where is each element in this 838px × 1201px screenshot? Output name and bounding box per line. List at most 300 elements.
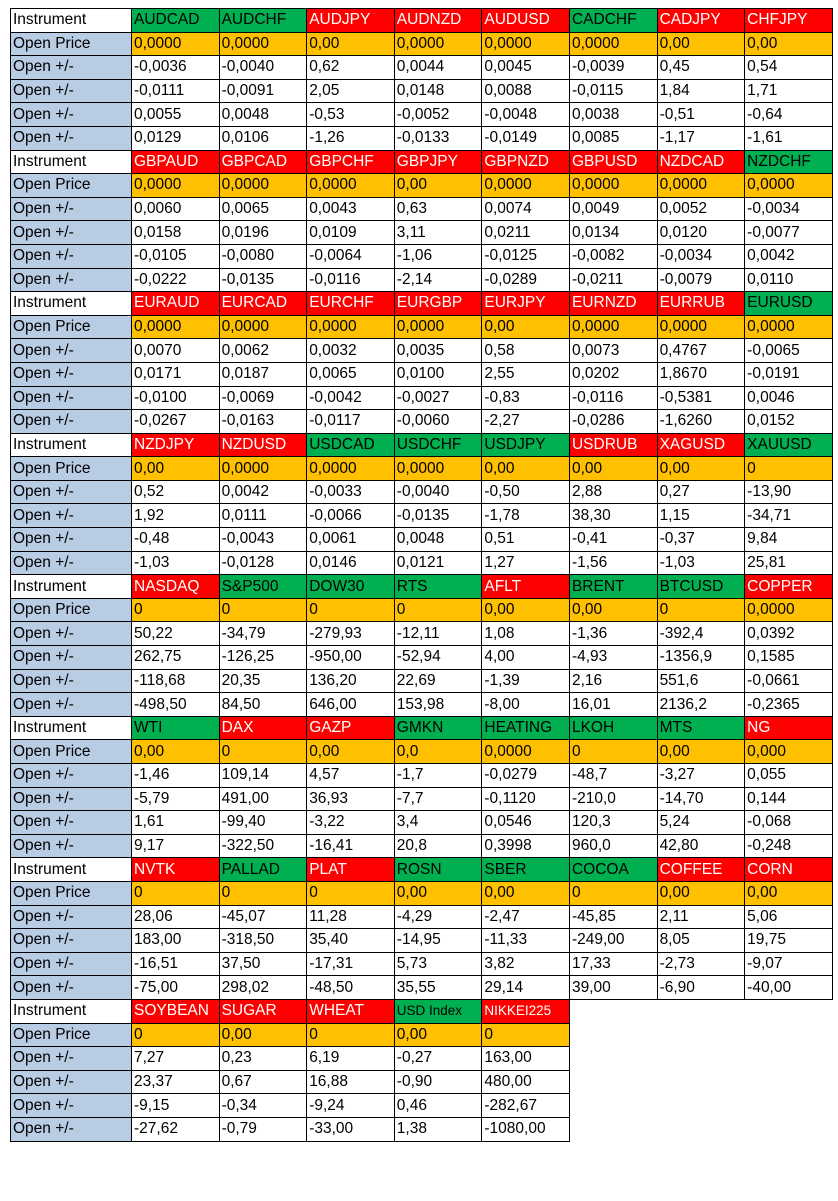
open-delta-cell[interactable]: 0,0032 [307, 339, 395, 363]
instrument-name-cell[interactable]: GBPUSD [569, 150, 657, 174]
open-delta-cell[interactable]: 35,40 [307, 929, 395, 953]
open-price-cell[interactable]: 0,0000 [482, 740, 570, 764]
instrument-name-cell[interactable]: S&P500 [219, 575, 307, 599]
open-price-cell[interactable]: 0,00 [394, 1023, 482, 1047]
open-price-cell[interactable]: 0,0000 [745, 315, 833, 339]
open-delta-cell[interactable]: -0,0042 [307, 386, 395, 410]
open-delta-cell[interactable]: 551,6 [657, 669, 745, 693]
open-delta-cell[interactable]: 11,28 [307, 905, 395, 929]
open-delta-cell[interactable]: 0,0187 [219, 362, 307, 386]
open-delta-cell[interactable]: 0,3998 [482, 834, 570, 858]
open-price-cell[interactable]: 0,0000 [219, 32, 307, 56]
open-delta-cell[interactable]: 0,0043 [307, 197, 395, 221]
open-delta-cell[interactable]: -249,00 [569, 929, 657, 953]
open-price-cell[interactable]: 0 [745, 457, 833, 481]
open-delta-cell[interactable]: -0,0267 [132, 410, 220, 434]
instrument-name-cell[interactable]: USDRUB [569, 433, 657, 457]
open-delta-cell[interactable]: -318,50 [219, 929, 307, 953]
open-delta-cell[interactable]: 0,0152 [745, 410, 833, 434]
open-delta-cell[interactable]: -99,40 [219, 811, 307, 835]
instrument-name-cell[interactable]: NG [745, 716, 833, 740]
open-delta-cell[interactable]: 16,88 [307, 1070, 395, 1094]
open-delta-cell[interactable]: 0,0048 [394, 528, 482, 552]
open-delta-cell[interactable]: -1,78 [482, 504, 570, 528]
instrument-name-cell[interactable]: GBPCHF [307, 150, 395, 174]
open-delta-cell[interactable]: -0,0079 [657, 268, 745, 292]
open-delta-cell[interactable]: -34,79 [219, 622, 307, 646]
instrument-name-cell[interactable]: XAUUSD [745, 433, 833, 457]
open-delta-cell[interactable]: -7,7 [394, 787, 482, 811]
open-delta-cell[interactable]: -498,50 [132, 693, 220, 717]
open-delta-cell[interactable]: 50,22 [132, 622, 220, 646]
open-delta-cell[interactable]: -5,79 [132, 787, 220, 811]
instrument-name-cell[interactable]: NZDCHF [745, 150, 833, 174]
open-delta-cell[interactable]: -0,37 [657, 528, 745, 552]
open-delta-cell[interactable]: -1,56 [569, 551, 657, 575]
open-price-cell[interactable]: 0,0000 [132, 32, 220, 56]
open-delta-cell[interactable]: -0,34 [219, 1094, 307, 1118]
open-delta-cell[interactable]: 23,37 [132, 1070, 220, 1094]
open-price-cell[interactable]: 0 [307, 598, 395, 622]
instrument-name-cell[interactable]: NZDCAD [657, 150, 745, 174]
open-delta-cell[interactable]: 0,0146 [307, 551, 395, 575]
instrument-name-cell[interactable]: BRENT [569, 575, 657, 599]
open-delta-cell[interactable]: 0,0202 [569, 362, 657, 386]
open-delta-cell[interactable]: -0,0040 [219, 56, 307, 80]
open-delta-cell[interactable]: -1,6260 [657, 410, 745, 434]
open-price-cell[interactable]: 0 [482, 1023, 570, 1047]
open-delta-cell[interactable]: 0,0392 [745, 622, 833, 646]
instrument-name-cell[interactable]: SBER [482, 858, 570, 882]
open-delta-cell[interactable]: 0,0106 [219, 126, 307, 150]
open-price-cell[interactable]: 0 [132, 1023, 220, 1047]
open-delta-cell[interactable]: -0,0033 [307, 480, 395, 504]
open-delta-cell[interactable]: 5,24 [657, 811, 745, 835]
instrument-name-cell[interactable]: USDCHF [394, 433, 482, 457]
open-delta-cell[interactable]: 29,14 [482, 976, 570, 1000]
open-price-cell[interactable]: 0,00 [745, 32, 833, 56]
open-delta-cell[interactable]: -0,248 [745, 834, 833, 858]
open-price-cell[interactable]: 0 [307, 1023, 395, 1047]
open-price-cell[interactable]: 0,0000 [569, 174, 657, 198]
open-delta-cell[interactable]: 5,73 [394, 952, 482, 976]
open-delta-cell[interactable]: -0,0105 [132, 244, 220, 268]
open-delta-cell[interactable]: -0,0064 [307, 244, 395, 268]
open-delta-cell[interactable]: 0,23 [219, 1047, 307, 1071]
open-price-cell[interactable]: 0,0000 [307, 174, 395, 198]
open-price-cell[interactable]: 0,0000 [745, 598, 833, 622]
open-price-cell[interactable]: 0,00 [394, 881, 482, 905]
open-delta-cell[interactable]: -33,00 [307, 1117, 395, 1141]
open-delta-cell[interactable]: -0,0125 [482, 244, 570, 268]
open-delta-cell[interactable]: 0,0060 [132, 197, 220, 221]
open-delta-cell[interactable]: -13,90 [745, 480, 833, 504]
open-delta-cell[interactable]: -0,0080 [219, 244, 307, 268]
open-delta-cell[interactable]: 0,0211 [482, 221, 570, 245]
open-delta-cell[interactable]: 37,50 [219, 952, 307, 976]
instrument-name-cell[interactable]: EURGBP [394, 292, 482, 316]
open-delta-cell[interactable]: 17,33 [569, 952, 657, 976]
open-delta-cell[interactable]: -0,0163 [219, 410, 307, 434]
instrument-name-cell[interactable]: EURNZD [569, 292, 657, 316]
open-delta-cell[interactable]: 20,35 [219, 669, 307, 693]
open-price-cell[interactable]: 0,0000 [132, 315, 220, 339]
open-delta-cell[interactable]: -0,0066 [307, 504, 395, 528]
open-delta-cell[interactable]: -16,51 [132, 952, 220, 976]
open-delta-cell[interactable]: 0,0085 [569, 126, 657, 150]
open-delta-cell[interactable]: -392,4 [657, 622, 745, 646]
open-delta-cell[interactable]: 0,0158 [132, 221, 220, 245]
open-delta-cell[interactable]: 0,0148 [394, 79, 482, 103]
open-delta-cell[interactable]: -40,00 [745, 976, 833, 1000]
open-delta-cell[interactable]: -0,0091 [219, 79, 307, 103]
open-price-cell[interactable]: 0,00 [219, 1023, 307, 1047]
open-delta-cell[interactable]: 960,0 [569, 834, 657, 858]
instrument-name-cell[interactable]: EURRUB [657, 292, 745, 316]
open-delta-cell[interactable]: 0,144 [745, 787, 833, 811]
open-delta-cell[interactable]: -2,27 [482, 410, 570, 434]
open-delta-cell[interactable]: 25,81 [745, 551, 833, 575]
open-delta-cell[interactable]: -1,46 [132, 764, 220, 788]
instrument-name-cell[interactable]: AUDUSD [482, 9, 570, 33]
open-price-cell[interactable]: 0,00 [482, 315, 570, 339]
open-delta-cell[interactable]: -0,27 [394, 1047, 482, 1071]
instrument-name-cell[interactable]: PALLAD [219, 858, 307, 882]
open-delta-cell[interactable]: 9,84 [745, 528, 833, 552]
open-delta-cell[interactable]: 0,52 [132, 480, 220, 504]
open-delta-cell[interactable]: -8,00 [482, 693, 570, 717]
open-delta-cell[interactable]: -4,29 [394, 905, 482, 929]
open-delta-cell[interactable]: 0,1585 [745, 646, 833, 670]
instrument-name-cell[interactable]: COCOA [569, 858, 657, 882]
open-delta-cell[interactable]: 0,0109 [307, 221, 395, 245]
open-delta-cell[interactable]: -0,0128 [219, 551, 307, 575]
open-delta-cell[interactable]: 0,0046 [745, 386, 833, 410]
open-price-cell[interactable]: 0,0000 [219, 457, 307, 481]
open-price-cell[interactable]: 0 [307, 881, 395, 905]
open-delta-cell[interactable]: 0,0171 [132, 362, 220, 386]
instrument-name-cell[interactable]: EURAUD [132, 292, 220, 316]
open-price-cell[interactable]: 0,00 [657, 32, 745, 56]
open-delta-cell[interactable]: -0,0661 [745, 669, 833, 693]
open-delta-cell[interactable]: 3,82 [482, 952, 570, 976]
open-price-cell[interactable]: 0 [569, 740, 657, 764]
open-delta-cell[interactable]: -210,0 [569, 787, 657, 811]
open-delta-cell[interactable]: 0,0065 [219, 197, 307, 221]
open-delta-cell[interactable]: -48,7 [569, 764, 657, 788]
open-delta-cell[interactable]: -0,0117 [307, 410, 395, 434]
open-delta-cell[interactable]: 163,00 [482, 1047, 570, 1071]
open-delta-cell[interactable]: -1,36 [569, 622, 657, 646]
open-delta-cell[interactable]: -52,94 [394, 646, 482, 670]
open-delta-cell[interactable]: -0,0222 [132, 268, 220, 292]
open-delta-cell[interactable]: -0,0065 [745, 339, 833, 363]
open-delta-cell[interactable]: 0,0110 [745, 268, 833, 292]
open-price-cell[interactable]: 0,0000 [657, 315, 745, 339]
open-delta-cell[interactable]: 2,88 [569, 480, 657, 504]
open-delta-cell[interactable]: 646,00 [307, 693, 395, 717]
open-delta-cell[interactable]: 1,84 [657, 79, 745, 103]
open-price-cell[interactable]: 0,0000 [482, 174, 570, 198]
open-delta-cell[interactable]: -4,93 [569, 646, 657, 670]
open-delta-cell[interactable]: 84,50 [219, 693, 307, 717]
open-delta-cell[interactable]: 491,00 [219, 787, 307, 811]
open-delta-cell[interactable]: -0,0191 [745, 362, 833, 386]
open-price-cell[interactable]: 0 [132, 881, 220, 905]
open-delta-cell[interactable]: -0,0040 [394, 480, 482, 504]
open-delta-cell[interactable]: 35,55 [394, 976, 482, 1000]
open-delta-cell[interactable]: 39,00 [569, 976, 657, 1000]
open-delta-cell[interactable]: 0,0129 [132, 126, 220, 150]
open-price-cell[interactable]: 0 [657, 598, 745, 622]
open-delta-cell[interactable]: 0,51 [482, 528, 570, 552]
open-price-cell[interactable]: 0,0000 [307, 457, 395, 481]
instrument-name-cell[interactable]: ROSN [394, 858, 482, 882]
instrument-name-cell[interactable]: NIKKEI225 [482, 999, 570, 1023]
instrument-name-cell[interactable]: GBPNZD [482, 150, 570, 174]
open-delta-cell[interactable]: -1,06 [394, 244, 482, 268]
open-delta-cell[interactable]: -0,48 [132, 528, 220, 552]
open-delta-cell[interactable]: 0,4767 [657, 339, 745, 363]
open-delta-cell[interactable]: -45,07 [219, 905, 307, 929]
instrument-name-cell[interactable]: EURJPY [482, 292, 570, 316]
open-price-cell[interactable]: 0 [569, 881, 657, 905]
open-delta-cell[interactable]: 1,8670 [657, 362, 745, 386]
instrument-name-cell[interactable]: GBPCAD [219, 150, 307, 174]
open-delta-cell[interactable]: 3,4 [394, 811, 482, 835]
open-delta-cell[interactable]: 1,27 [482, 551, 570, 575]
open-delta-cell[interactable]: 0,0134 [569, 221, 657, 245]
open-delta-cell[interactable]: -0,2365 [745, 693, 833, 717]
open-delta-cell[interactable]: -0,53 [307, 103, 395, 127]
open-price-cell[interactable]: 0,0000 [569, 32, 657, 56]
instrument-name-cell[interactable]: MTS [657, 716, 745, 740]
open-delta-cell[interactable]: 1,92 [132, 504, 220, 528]
instrument-name-cell[interactable]: USD Index [394, 999, 482, 1023]
open-delta-cell[interactable]: 19,75 [745, 929, 833, 953]
open-delta-cell[interactable]: -1,61 [745, 126, 833, 150]
open-delta-cell[interactable]: 0,0196 [219, 221, 307, 245]
open-price-cell[interactable]: 0,00 [657, 457, 745, 481]
open-delta-cell[interactable]: 2,11 [657, 905, 745, 929]
open-delta-cell[interactable]: -0,0135 [394, 504, 482, 528]
open-delta-cell[interactable]: -1,7 [394, 764, 482, 788]
open-delta-cell[interactable]: -0,41 [569, 528, 657, 552]
open-delta-cell[interactable]: 0,45 [657, 56, 745, 80]
instrument-name-cell[interactable]: AUDCAD [132, 9, 220, 33]
open-delta-cell[interactable]: 0,0073 [569, 339, 657, 363]
open-delta-cell[interactable]: 0,46 [394, 1094, 482, 1118]
instrument-name-cell[interactable]: COFFEE [657, 858, 745, 882]
open-price-cell[interactable]: 0,00 [657, 740, 745, 764]
open-delta-cell[interactable]: 22,69 [394, 669, 482, 693]
open-delta-cell[interactable]: -0,51 [657, 103, 745, 127]
instrument-name-cell[interactable]: COPPER [745, 575, 833, 599]
open-delta-cell[interactable]: 0,0049 [569, 197, 657, 221]
open-delta-cell[interactable]: 2,55 [482, 362, 570, 386]
open-price-cell[interactable]: 0,0000 [394, 315, 482, 339]
open-delta-cell[interactable]: 3,11 [394, 221, 482, 245]
open-delta-cell[interactable]: -1,03 [657, 551, 745, 575]
open-price-cell[interactable]: 0,00 [482, 881, 570, 905]
open-delta-cell[interactable]: -0,0289 [482, 268, 570, 292]
open-delta-cell[interactable]: -1,17 [657, 126, 745, 150]
open-price-cell[interactable]: 0,0000 [307, 315, 395, 339]
open-delta-cell[interactable]: 38,30 [569, 504, 657, 528]
open-price-cell[interactable]: 0,00 [569, 457, 657, 481]
open-delta-cell[interactable]: 0,62 [307, 56, 395, 80]
open-price-cell[interactable]: 0,00 [569, 598, 657, 622]
open-delta-cell[interactable]: 0,055 [745, 764, 833, 788]
open-price-cell[interactable]: 0 [394, 598, 482, 622]
instrument-name-cell[interactable]: EURCHF [307, 292, 395, 316]
open-delta-cell[interactable]: 120,3 [569, 811, 657, 835]
instrument-name-cell[interactable]: SUGAR [219, 999, 307, 1023]
open-delta-cell[interactable]: -0,0082 [569, 244, 657, 268]
open-price-cell[interactable]: 0,00 [307, 32, 395, 56]
open-delta-cell[interactable]: 6,19 [307, 1047, 395, 1071]
open-delta-cell[interactable]: -16,41 [307, 834, 395, 858]
open-delta-cell[interactable]: -75,00 [132, 976, 220, 1000]
open-delta-cell[interactable]: 0,58 [482, 339, 570, 363]
open-delta-cell[interactable]: 1,61 [132, 811, 220, 835]
open-price-cell[interactable]: 0 [132, 598, 220, 622]
open-delta-cell[interactable]: 42,80 [657, 834, 745, 858]
instrument-name-cell[interactable]: CORN [745, 858, 833, 882]
open-delta-cell[interactable]: 0,0070 [132, 339, 220, 363]
open-delta-cell[interactable]: 4,57 [307, 764, 395, 788]
open-delta-cell[interactable]: 16,01 [569, 693, 657, 717]
open-delta-cell[interactable]: -9,15 [132, 1094, 220, 1118]
open-delta-cell[interactable]: 2136,2 [657, 693, 745, 717]
open-delta-cell[interactable]: 0,0121 [394, 551, 482, 575]
open-price-cell[interactable]: 0,0000 [394, 32, 482, 56]
open-delta-cell[interactable]: 28,06 [132, 905, 220, 929]
open-delta-cell[interactable]: -12,11 [394, 622, 482, 646]
instrument-name-cell[interactable]: NZDJPY [132, 433, 220, 457]
open-delta-cell[interactable]: -0,0115 [569, 79, 657, 103]
open-price-cell[interactable]: 0,00 [482, 457, 570, 481]
instrument-name-cell[interactable]: SOYBEAN [132, 999, 220, 1023]
open-delta-cell[interactable]: 7,27 [132, 1047, 220, 1071]
open-delta-cell[interactable]: 0,0074 [482, 197, 570, 221]
open-delta-cell[interactable]: 0,0048 [219, 103, 307, 127]
open-price-cell[interactable]: 0 [219, 740, 307, 764]
open-price-cell[interactable]: 0,00 [132, 457, 220, 481]
open-delta-cell[interactable]: -0,0069 [219, 386, 307, 410]
open-delta-cell[interactable]: 109,14 [219, 764, 307, 788]
open-delta-cell[interactable]: 298,02 [219, 976, 307, 1000]
open-delta-cell[interactable]: 183,00 [132, 929, 220, 953]
open-delta-cell[interactable]: -0,0034 [745, 197, 833, 221]
open-delta-cell[interactable]: 136,20 [307, 669, 395, 693]
instrument-name-cell[interactable]: DOW30 [307, 575, 395, 599]
instrument-name-cell[interactable]: USDCAD [307, 433, 395, 457]
open-delta-cell[interactable]: -0,0048 [482, 103, 570, 127]
open-delta-cell[interactable]: 8,05 [657, 929, 745, 953]
open-delta-cell[interactable]: -14,70 [657, 787, 745, 811]
open-price-cell[interactable]: 0,0000 [569, 315, 657, 339]
open-delta-cell[interactable]: -0,0116 [307, 268, 395, 292]
open-delta-cell[interactable]: -6,90 [657, 976, 745, 1000]
open-delta-cell[interactable]: 0,0038 [569, 103, 657, 127]
open-delta-cell[interactable]: -0,90 [394, 1070, 482, 1094]
open-delta-cell[interactable]: -45,85 [569, 905, 657, 929]
open-delta-cell[interactable]: -0,0111 [132, 79, 220, 103]
instrument-name-cell[interactable]: GAZP [307, 716, 395, 740]
open-delta-cell[interactable]: -1,26 [307, 126, 395, 150]
open-delta-cell[interactable]: 0,0111 [219, 504, 307, 528]
open-delta-cell[interactable]: 5,06 [745, 905, 833, 929]
open-price-cell[interactable]: 0,00 [745, 881, 833, 905]
open-delta-cell[interactable]: 0,63 [394, 197, 482, 221]
instrument-name-cell[interactable]: HEATING [482, 716, 570, 740]
open-delta-cell[interactable]: -0,0052 [394, 103, 482, 127]
open-delta-cell[interactable]: -0,0060 [394, 410, 482, 434]
open-delta-cell[interactable]: -118,68 [132, 669, 220, 693]
open-delta-cell[interactable]: -0,64 [745, 103, 833, 127]
open-delta-cell[interactable]: -11,33 [482, 929, 570, 953]
open-price-cell[interactable]: 0,000 [745, 740, 833, 764]
open-delta-cell[interactable]: -0,0039 [569, 56, 657, 80]
instrument-name-cell[interactable]: NASDAQ [132, 575, 220, 599]
open-delta-cell[interactable]: -0,0135 [219, 268, 307, 292]
instrument-name-cell[interactable]: EURUSD [745, 292, 833, 316]
open-delta-cell[interactable]: 0,0062 [219, 339, 307, 363]
open-delta-cell[interactable]: 0,0052 [657, 197, 745, 221]
open-price-cell[interactable]: 0,0 [394, 740, 482, 764]
open-delta-cell[interactable]: 1,08 [482, 622, 570, 646]
instrument-name-cell[interactable]: WHEAT [307, 999, 395, 1023]
open-delta-cell[interactable]: -0,0077 [745, 221, 833, 245]
open-delta-cell[interactable]: -0,0211 [569, 268, 657, 292]
open-delta-cell[interactable]: 9,17 [132, 834, 220, 858]
open-delta-cell[interactable]: -282,67 [482, 1094, 570, 1118]
open-delta-cell[interactable]: -14,95 [394, 929, 482, 953]
open-delta-cell[interactable]: 262,75 [132, 646, 220, 670]
instrument-name-cell[interactable]: AUDJPY [307, 9, 395, 33]
open-price-cell[interactable]: 0 [219, 598, 307, 622]
open-price-cell[interactable]: 0,00 [307, 740, 395, 764]
open-delta-cell[interactable]: 0,0120 [657, 221, 745, 245]
open-delta-cell[interactable]: -0,1120 [482, 787, 570, 811]
open-delta-cell[interactable]: -0,068 [745, 811, 833, 835]
open-price-cell[interactable]: 0,00 [394, 174, 482, 198]
instrument-name-cell[interactable]: GMKN [394, 716, 482, 740]
open-delta-cell[interactable]: -1,03 [132, 551, 220, 575]
instrument-name-cell[interactable]: WTI [132, 716, 220, 740]
open-delta-cell[interactable]: -1080,00 [482, 1117, 570, 1141]
open-delta-cell[interactable]: 36,93 [307, 787, 395, 811]
open-delta-cell[interactable]: -0,0286 [569, 410, 657, 434]
instrument-name-cell[interactable]: CADCHF [569, 9, 657, 33]
open-delta-cell[interactable]: 20,8 [394, 834, 482, 858]
open-delta-cell[interactable]: 0,0088 [482, 79, 570, 103]
instrument-name-cell[interactable]: AUDCHF [219, 9, 307, 33]
open-delta-cell[interactable]: 0,0042 [219, 480, 307, 504]
instrument-name-cell[interactable]: NZDUSD [219, 433, 307, 457]
open-delta-cell[interactable]: -0,83 [482, 386, 570, 410]
open-delta-cell[interactable]: 0,0100 [394, 362, 482, 386]
open-price-cell[interactable]: 0,0000 [745, 174, 833, 198]
open-delta-cell[interactable]: 0,0045 [482, 56, 570, 80]
instrument-name-cell[interactable]: LKOH [569, 716, 657, 740]
open-delta-cell[interactable]: 0,0546 [482, 811, 570, 835]
open-delta-cell[interactable]: -9,07 [745, 952, 833, 976]
open-delta-cell[interactable]: 0,54 [745, 56, 833, 80]
open-delta-cell[interactable]: 1,38 [394, 1117, 482, 1141]
open-delta-cell[interactable]: -1356,9 [657, 646, 745, 670]
